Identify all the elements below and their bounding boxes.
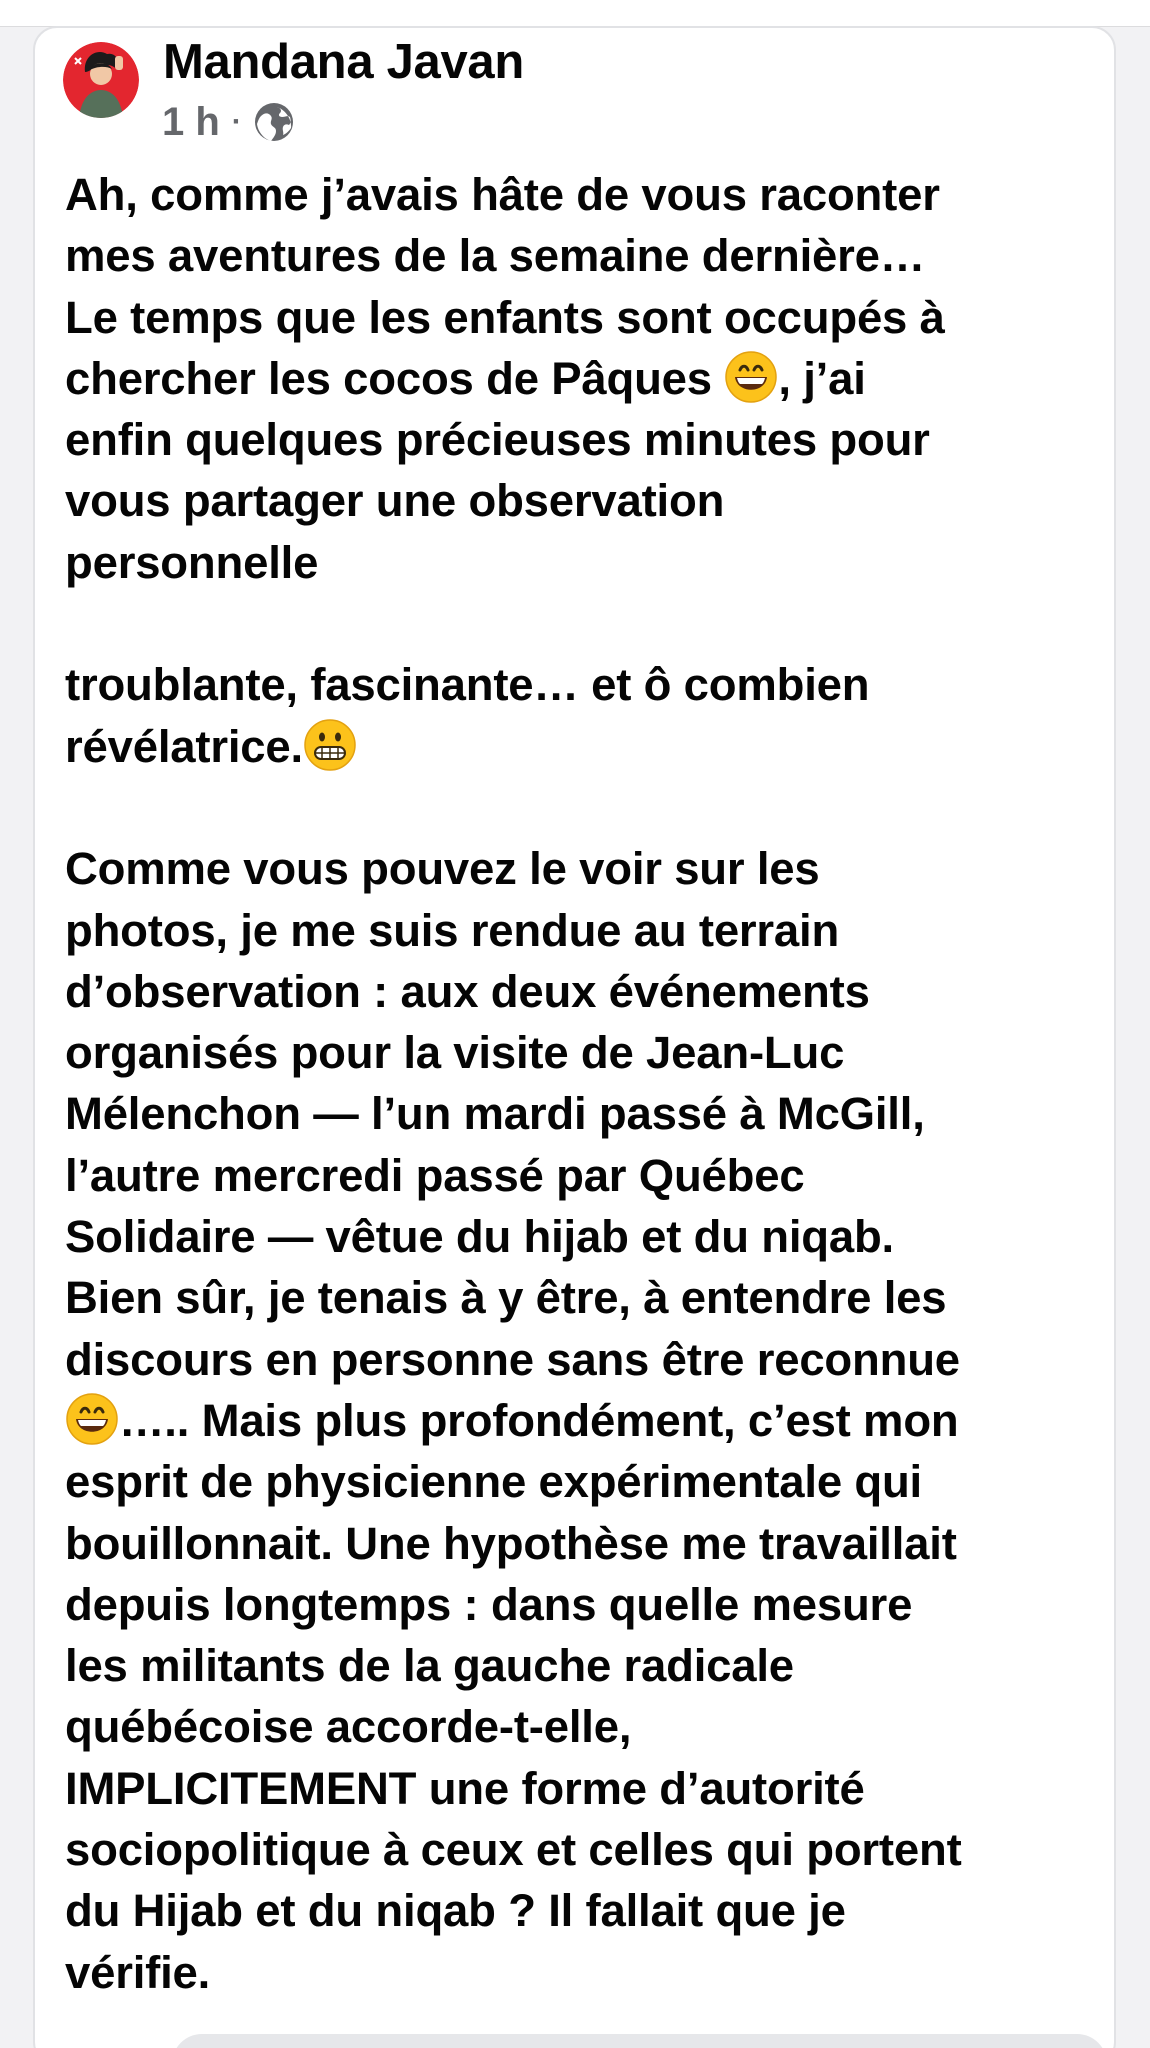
post-timestamp[interactable]: 1 h: [162, 99, 220, 144]
author-name[interactable]: Mandana Javan: [163, 35, 525, 89]
post-line: vous partager une observation: [65, 475, 725, 527]
post-line: Ah, comme j’avais hâte de vous raconter: [65, 169, 940, 220]
post-line: photos, je me suis rendue au terrain: [65, 904, 840, 956]
post-line: Mélenchon — l’un mardi passé à McGill,: [65, 1088, 925, 1140]
post-line: depuis longtemps : dans quelle mesure: [65, 1578, 913, 1630]
post-line: Bien sûr, je tenais à y être, à entendre les: [65, 1272, 947, 1324]
globe-icon[interactable]: [252, 100, 296, 144]
post-line: [65, 1390, 1095, 1451]
post-line: organisés pour la visite de Jean-Luc: [65, 1027, 845, 1079]
post-line: sociopolitique à ceux et celles qui portent: [65, 1824, 962, 1876]
post-line: troublante, fascinante… et ô combien: [65, 659, 870, 711]
post-line: l’autre mercredi passé par Québec: [65, 1149, 805, 1201]
grinning-face-icon: [724, 350, 778, 404]
post-line: d’observation : aux deux événements: [65, 965, 870, 1017]
post-line: Le temps que les enfants sont occupés à: [65, 291, 945, 343]
grimacing-face-icon: [303, 718, 357, 772]
post-line-segment: , j’ai: [778, 352, 866, 404]
post-line: Solidaire — vêtue du hijab et du niqab.: [65, 1211, 894, 1263]
post-line: vérifie.: [65, 1946, 211, 1998]
post-text: [65, 164, 1095, 2003]
post-line: [65, 348, 1095, 409]
post-meta: [162, 96, 296, 148]
post-line: les militants de la gauche radicale: [65, 1640, 794, 1692]
post-line-segment: révélatrice.: [65, 720, 303, 772]
meta-separator: ·: [231, 105, 242, 138]
post-line: Comme vous pouvez le voir sur les: [65, 843, 820, 895]
post-line: esprit de physicienne expérimentale qui: [65, 1456, 922, 1508]
paragraph-gap: [65, 593, 1095, 654]
paragraph-gap: [65, 777, 1095, 838]
post-line: mes aventures de la semaine dernière…: [65, 230, 926, 282]
post-line: discours en personne sans être reconnue: [65, 1333, 960, 1385]
avatar[interactable]: [63, 42, 139, 118]
post-line: [65, 716, 1095, 777]
post-line: IMPLICITEMENT une forme d’autorité: [65, 1762, 865, 1814]
top-bar: [0, 0, 1150, 27]
post-line-segment: chercher les cocos de Pâques: [65, 352, 725, 404]
post-line: du Hijab et du niqab ? Il fallait que je: [65, 1885, 846, 1937]
grinning-face-icon: [65, 1392, 119, 1446]
bottom-bar: [172, 2034, 1107, 2048]
post-line: québécoise accorde-t-elle,: [65, 1701, 632, 1753]
post-line: personnelle: [65, 536, 319, 588]
post-line: enfin quelques précieuses minutes pour: [65, 414, 930, 466]
post-line-segment: ….. Mais plus profondément, c’est mon: [119, 1394, 959, 1446]
post-line: bouillonnait. Une hypothèse me travaillait: [65, 1517, 957, 1569]
